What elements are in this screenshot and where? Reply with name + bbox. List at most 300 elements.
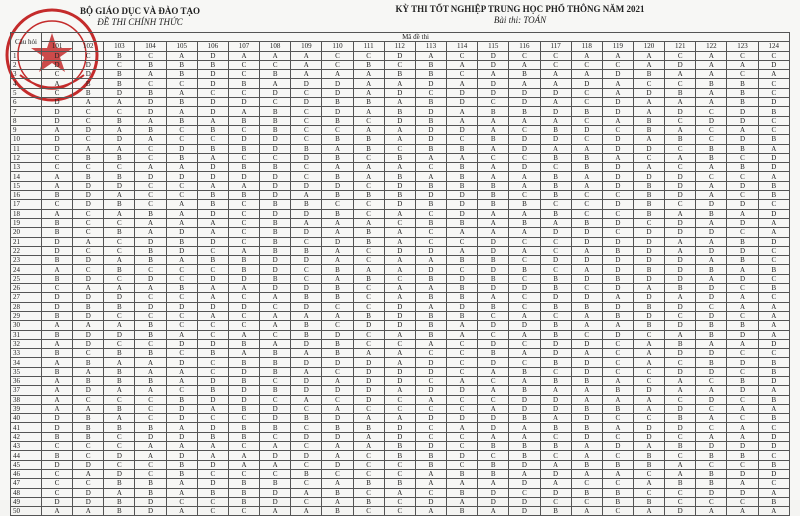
answer-cell: B <box>135 330 166 339</box>
answer-cell: A <box>571 144 602 153</box>
answer-cell: A <box>571 395 602 404</box>
answer-cell: B <box>633 302 664 311</box>
answer-cell: A <box>665 125 696 134</box>
answer-cell: D <box>633 172 664 181</box>
answer-cell: D <box>509 321 540 330</box>
answer-cell: C <box>135 153 166 162</box>
answer-cell: B <box>478 135 509 144</box>
answer-cell: A <box>260 79 291 88</box>
answer-cell: C <box>415 228 446 237</box>
table-row <box>11 414 790 423</box>
answer-cell: A <box>73 237 104 246</box>
answer-cell: B <box>447 144 478 153</box>
answer-cell: C <box>478 98 509 107</box>
answer-cell: B <box>135 125 166 134</box>
answer-cell: A <box>166 442 197 451</box>
answer-cell: D <box>540 395 571 404</box>
answer-cell: C <box>228 70 259 79</box>
answer-cell: B <box>415 200 446 209</box>
answer-cell: A <box>291 70 322 79</box>
answer-cell: D <box>291 376 322 385</box>
answer-cell: D <box>478 60 509 69</box>
answer-cell: A <box>727 507 758 516</box>
answer-cell: A <box>665 237 696 246</box>
answer-cell: B <box>322 284 353 293</box>
answer-cell: B <box>602 274 633 283</box>
answer-cell: B <box>104 497 135 506</box>
answer-cell: B <box>260 218 291 227</box>
answer-cell: C <box>602 339 633 348</box>
answer-cell: B <box>322 172 353 181</box>
answer-cell: D <box>73 460 104 469</box>
answer-cell: A <box>727 302 758 311</box>
answer-cell: C <box>291 265 322 274</box>
answer-cell: A <box>384 265 415 274</box>
answer-cell: C <box>104 218 135 227</box>
answer-cell: C <box>571 60 602 69</box>
answer-cell: A <box>540 386 571 395</box>
answer-cell: D <box>633 246 664 255</box>
answer-cell: B <box>291 246 322 255</box>
answer-cell: D <box>633 311 664 320</box>
answer-cell: A <box>602 423 633 432</box>
answer-cell: A <box>135 386 166 395</box>
answer-cell: B <box>727 237 758 246</box>
answer-cell: A <box>633 284 664 293</box>
answer-cell: D <box>415 367 446 376</box>
answer-cell: A <box>727 432 758 441</box>
answer-cell: C <box>135 460 166 469</box>
answer-cell: C <box>540 265 571 274</box>
answer-cell: C <box>73 116 104 125</box>
answer-cell: C <box>602 209 633 218</box>
answer-cell: B <box>540 376 571 385</box>
answer-cell: D <box>447 302 478 311</box>
table-row <box>11 228 790 237</box>
answer-cell: B <box>197 349 228 358</box>
answer-cell: A <box>322 442 353 451</box>
answer-cell: D <box>665 274 696 283</box>
answer-cell: A <box>322 246 353 255</box>
answer-cell: C <box>135 181 166 190</box>
answer-cell: C <box>665 116 696 125</box>
answer-cell: A <box>384 358 415 367</box>
answer-cell: B <box>73 376 104 385</box>
answer-cell: A <box>353 70 384 79</box>
answer-cell: A <box>415 339 446 348</box>
answer-cell: C <box>384 144 415 153</box>
table-row <box>11 218 790 227</box>
answer-cell: B <box>571 153 602 162</box>
answer-cell: C <box>415 376 446 385</box>
answer-cell: B <box>166 395 197 404</box>
question-number: 23 <box>11 256 42 265</box>
answer-cell: C <box>322 302 353 311</box>
header-center <box>390 4 650 26</box>
table-row <box>11 311 790 320</box>
answer-cell: C <box>509 191 540 200</box>
answer-cell: B <box>633 70 664 79</box>
table-row <box>11 88 790 97</box>
answer-cell: D <box>633 256 664 265</box>
answer-cell: A <box>291 395 322 404</box>
answer-cell: B <box>104 404 135 413</box>
answer-cell: D <box>727 386 758 395</box>
table-row <box>11 107 790 116</box>
answer-cell: A <box>415 172 446 181</box>
answer-cell: A <box>571 70 602 79</box>
answer-cell: B <box>197 200 228 209</box>
answer-cell: B <box>322 191 353 200</box>
answer-cell: D <box>104 293 135 302</box>
answer-cell: D <box>197 209 228 218</box>
answer-cell: C <box>166 274 197 283</box>
answer-cell: A <box>633 107 664 116</box>
answer-cell: D <box>665 321 696 330</box>
answer-cell: B <box>571 218 602 227</box>
answer-cell: B <box>509 386 540 395</box>
answer-cell: B <box>322 339 353 348</box>
table-row <box>11 404 790 413</box>
answer-cell: B <box>42 256 73 265</box>
answer-cell: A <box>540 218 571 227</box>
answer-cell: C <box>322 200 353 209</box>
answer-cell: D <box>571 358 602 367</box>
answer-cell: B <box>104 367 135 376</box>
answer-cell: C <box>322 60 353 69</box>
answer-cell: D <box>353 395 384 404</box>
answer-cell: C <box>447 51 478 60</box>
answer-cell: A <box>353 265 384 274</box>
answer-cell: B <box>415 321 446 330</box>
answer-cell: A <box>665 98 696 107</box>
answer-cell: B <box>166 284 197 293</box>
answer-cell: C <box>73 395 104 404</box>
answer-cell: D <box>228 172 259 181</box>
answer-cell: C <box>73 442 104 451</box>
answer-cell: A <box>447 376 478 385</box>
table-row <box>11 265 790 274</box>
answer-cell: B <box>104 265 135 274</box>
answer-cell: C <box>602 414 633 423</box>
table-row <box>11 358 790 367</box>
answer-cell: C <box>135 339 166 348</box>
answer-cell: C <box>665 497 696 506</box>
answer-cell: D <box>758 163 789 172</box>
answer-cell: B <box>260 423 291 432</box>
table-row <box>11 376 790 385</box>
answer-cell: D <box>758 153 789 162</box>
answer-cell: B <box>447 488 478 497</box>
answer-cell: B <box>447 284 478 293</box>
answer-cell: A <box>696 51 727 60</box>
answer-cell: A <box>447 330 478 339</box>
answer-cell: A <box>228 51 259 60</box>
question-number: 46 <box>11 469 42 478</box>
answer-cell: C <box>758 51 789 60</box>
answer-cell: B <box>571 460 602 469</box>
answer-cell: D <box>197 479 228 488</box>
answer-cell: D <box>540 107 571 116</box>
answer-cell: D <box>42 116 73 125</box>
answer-cell: C <box>260 469 291 478</box>
answer-cell: C <box>228 228 259 237</box>
question-number: 32 <box>11 339 42 348</box>
answer-cell: C <box>166 135 197 144</box>
answer-cell: D <box>415 265 446 274</box>
answer-cell: C <box>135 200 166 209</box>
answer-cell: A <box>540 70 571 79</box>
answer-cell: C <box>478 451 509 460</box>
answer-cell: B <box>509 218 540 227</box>
answer-cell: C <box>509 125 540 134</box>
answer-cell: D <box>665 191 696 200</box>
answer-cell: A <box>509 246 540 255</box>
answer-cell: B <box>42 367 73 376</box>
answer-cell: C <box>571 88 602 97</box>
question-number: 7 <box>11 107 42 116</box>
answer-cell: C <box>104 432 135 441</box>
answer-cell: A <box>166 209 197 218</box>
answer-cell: C <box>384 339 415 348</box>
answer-cell: C <box>42 284 73 293</box>
answer-cell: D <box>509 135 540 144</box>
answer-cell: C <box>322 321 353 330</box>
answer-cell: D <box>478 488 509 497</box>
answer-cell: A <box>602 376 633 385</box>
answer-cell: C <box>571 284 602 293</box>
answer-cell: A <box>602 153 633 162</box>
code-header-cell: 102 <box>73 42 104 51</box>
answer-cell: B <box>540 284 571 293</box>
answer-cell: D <box>228 135 259 144</box>
answer-cell: B <box>602 497 633 506</box>
answer-cell: A <box>602 79 633 88</box>
answer-cell: B <box>291 293 322 302</box>
answer-cell: B <box>571 423 602 432</box>
answer-cell: A <box>665 293 696 302</box>
question-number: 13 <box>11 163 42 172</box>
answer-cell: C <box>509 339 540 348</box>
answer-cell: D <box>197 107 228 116</box>
answer-cell: B <box>260 228 291 237</box>
answer-cell: C <box>166 79 197 88</box>
table-row <box>11 451 790 460</box>
answer-cell: A <box>353 218 384 227</box>
answer-cell: A <box>104 209 135 218</box>
answer-cell: A <box>447 228 478 237</box>
answer-cell: D <box>197 274 228 283</box>
answer-cell: B <box>353 191 384 200</box>
answer-cell: B <box>135 479 166 488</box>
answer-cell: B <box>291 414 322 423</box>
answer-cell: B <box>727 88 758 97</box>
answer-cell: D <box>758 376 789 385</box>
answer-cell: B <box>384 70 415 79</box>
answer-cell: C <box>73 218 104 227</box>
answer-cell: D <box>602 70 633 79</box>
answer-cell: D <box>291 209 322 218</box>
answer-cell: A <box>478 228 509 237</box>
answer-cell: A <box>42 507 73 516</box>
answer-cell: A <box>228 460 259 469</box>
answer-cell: B <box>384 153 415 162</box>
answer-cell: D <box>665 218 696 227</box>
question-number: 26 <box>11 284 42 293</box>
answer-cell: B <box>322 116 353 125</box>
answer-cell: A <box>228 284 259 293</box>
question-number: 19 <box>11 218 42 227</box>
answer-cell: B <box>415 218 446 227</box>
answer-cell: B <box>104 172 135 181</box>
answer-cell: A <box>447 321 478 330</box>
question-number: 12 <box>11 153 42 162</box>
answer-cell: B <box>478 469 509 478</box>
answer-cell: C <box>291 460 322 469</box>
answer-cell: D <box>197 98 228 107</box>
answer-cell: C <box>353 284 384 293</box>
answer-cell: D <box>696 200 727 209</box>
answer-cell: A <box>291 488 322 497</box>
code-header-cell: 113 <box>415 42 446 51</box>
answer-cell: D <box>696 228 727 237</box>
answer-cell: B <box>353 237 384 246</box>
answer-cell: C <box>415 237 446 246</box>
answer-cell: C <box>478 376 509 385</box>
answer-cell: C <box>665 358 696 367</box>
answer-cell: C <box>384 404 415 413</box>
answer-cell: B <box>228 488 259 497</box>
table-row <box>11 256 790 265</box>
answer-cell: A <box>665 376 696 385</box>
question-number: 4 <box>11 79 42 88</box>
answer-cell: B <box>540 125 571 134</box>
answer-cell: D <box>415 442 446 451</box>
answer-cell: A <box>104 191 135 200</box>
answer-cell: C <box>353 302 384 311</box>
answer-cell: A <box>602 116 633 125</box>
answer-cell: C <box>228 218 259 227</box>
answer-cell: A <box>353 414 384 423</box>
org-name: BỘ GIÁO DỤC VÀ ĐÀO TẠO <box>80 6 200 16</box>
answer-cell: A <box>758 404 789 413</box>
answer-cell: C <box>73 51 104 60</box>
answer-cell: B <box>322 135 353 144</box>
answer-cell: B <box>42 218 73 227</box>
answer-cell: B <box>415 293 446 302</box>
answer-cell: C <box>291 163 322 172</box>
code-header-cell: 112 <box>384 42 415 51</box>
answer-cell: A <box>633 479 664 488</box>
table-row <box>11 479 790 488</box>
answer-cell: A <box>571 172 602 181</box>
answer-cell: D <box>696 442 727 451</box>
answer-cell: C <box>104 246 135 255</box>
answer-cell: C <box>727 414 758 423</box>
answer-cell: A <box>384 209 415 218</box>
answer-cell: C <box>228 88 259 97</box>
answer-cell: A <box>602 88 633 97</box>
question-number: 9 <box>11 125 42 134</box>
answer-cell: D <box>197 339 228 348</box>
answer-cell: A <box>104 488 135 497</box>
answer-cell: B <box>447 469 478 478</box>
answer-cell: A <box>415 469 446 478</box>
answer-cell: B <box>633 125 664 134</box>
answer-cell: A <box>384 79 415 88</box>
answer-cell: A <box>633 358 664 367</box>
answer-cell: C <box>228 209 259 218</box>
answer-cell: A <box>758 302 789 311</box>
answer-cell: B <box>228 256 259 265</box>
answer-cell: D <box>727 116 758 125</box>
answer-cell: D <box>104 451 135 460</box>
answer-cell: D <box>135 497 166 506</box>
answer-cell: C <box>415 88 446 97</box>
answer-cell: B <box>727 321 758 330</box>
answer-cell: A <box>633 395 664 404</box>
answer-cell: B <box>696 451 727 460</box>
answer-cell: B <box>509 70 540 79</box>
table-row <box>11 116 790 125</box>
answer-cell: C <box>758 479 789 488</box>
answer-cell: C <box>415 404 446 413</box>
answer-cell: B <box>228 404 259 413</box>
answer-cell: C <box>166 191 197 200</box>
answer-cell: A <box>447 107 478 116</box>
answer-cell: B <box>602 311 633 320</box>
answer-cell: A <box>571 451 602 460</box>
question-number: 8 <box>11 116 42 125</box>
answer-cell: C <box>73 479 104 488</box>
answer-cell: D <box>415 191 446 200</box>
answer-cell: B <box>696 479 727 488</box>
answer-cell: A <box>322 451 353 460</box>
answer-cell: D <box>73 311 104 320</box>
answer-cell: B <box>665 284 696 293</box>
answer-cell: A <box>758 386 789 395</box>
question-number: 27 <box>11 293 42 302</box>
answer-cell: C <box>104 442 135 451</box>
answer-cell: C <box>104 311 135 320</box>
question-number: 38 <box>11 395 42 404</box>
answer-cell: C <box>696 172 727 181</box>
table-row <box>11 497 790 506</box>
answer-cell: D <box>633 274 664 283</box>
answer-cell: D <box>415 246 446 255</box>
answer-cell: A <box>665 469 696 478</box>
question-number: 14 <box>11 172 42 181</box>
answer-cell: D <box>415 79 446 88</box>
answer-cell: B <box>166 60 197 69</box>
answer-cell: B <box>696 265 727 274</box>
answer-cell: A <box>696 386 727 395</box>
exam-subject: Bài thi: TOÁN <box>493 15 547 25</box>
answer-cell: C <box>696 376 727 385</box>
answer-cell: B <box>633 191 664 200</box>
answer-cell: D <box>322 460 353 469</box>
answer-cell: C <box>415 488 446 497</box>
answer-cell: B <box>758 107 789 116</box>
answer-cell: D <box>135 432 166 441</box>
answer-cell: D <box>135 507 166 516</box>
answer-cell: A <box>727 404 758 413</box>
answer-cell: D <box>384 246 415 255</box>
answer-cell: B <box>384 442 415 451</box>
answer-cell: A <box>73 404 104 413</box>
answer-cell: D <box>478 284 509 293</box>
answer-cell: D <box>291 228 322 237</box>
